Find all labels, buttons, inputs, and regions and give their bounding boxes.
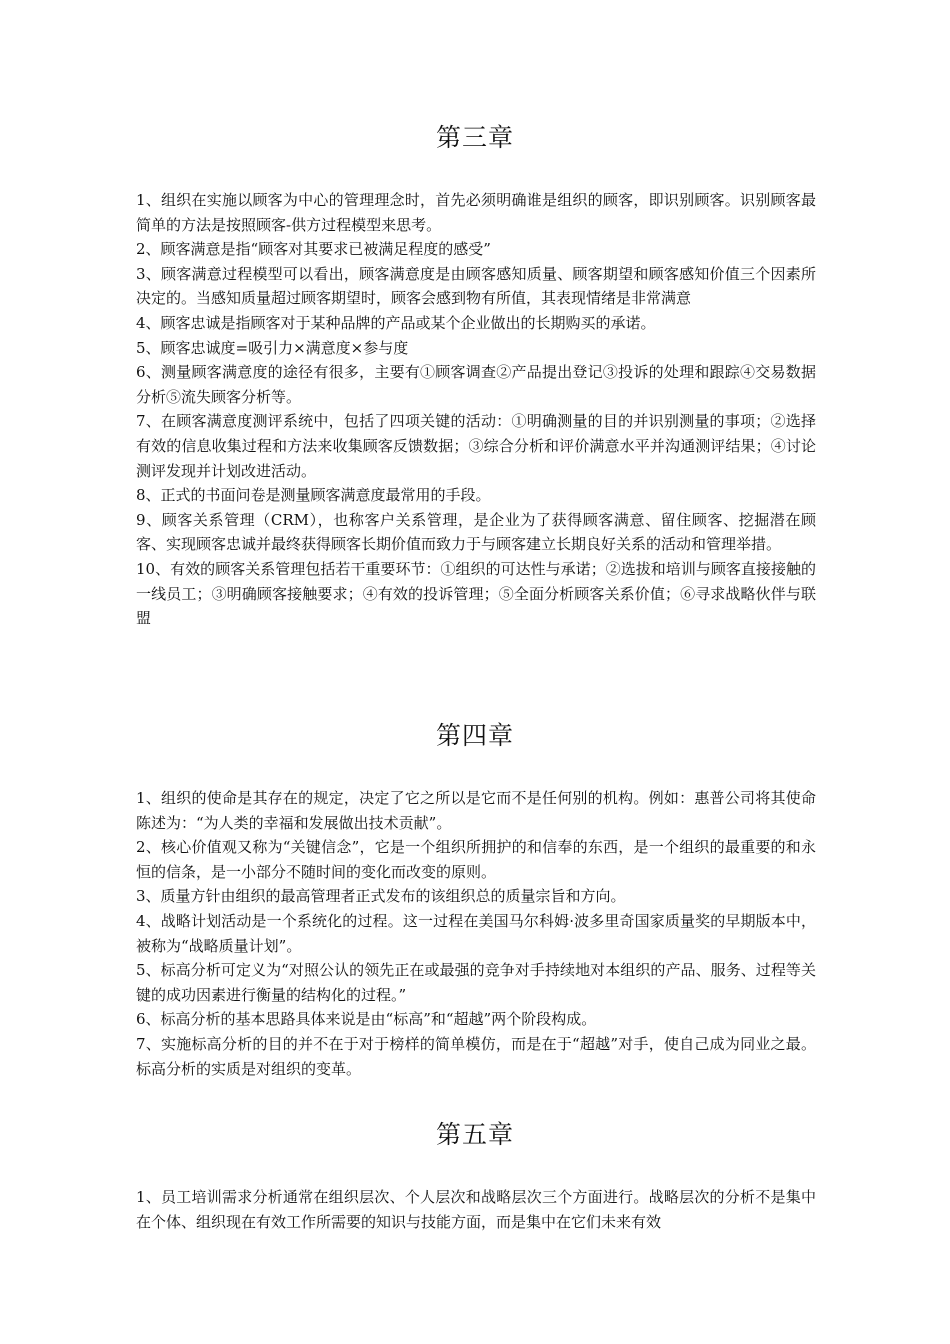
chapter-4-para-7: 7、实施标高分析的目的并不在于对于榜样的简单模仿，而是在于“超越”对手，使自己成为同业之最。 标高分析的实质是对组织的变革。	[136, 1034, 816, 1078]
chapter-4-para-6: 6、标高分析的基本思路具体来说是由“标高”和“超越”两个阶段构成。	[136, 1010, 597, 1029]
chapter-5-para-1: 1、员工培训需求分析通常在组织层次、个人层次和战略层次三个方面进行。战略层次的分析不是集中在个体、组织现在有效工作所需要的知识与技能方面，而是集中在它们未来有效	[136, 1188, 816, 1231]
chapter-3-body	[136, 188, 816, 631]
chapter-3-para-10: 10、有效的顾客关系管理包括若干重要环节：①组织的可达性与承诺；②选拔和培训与顾客直接接触的一线员工；③明确顾客接触要求；④有效的投诉管理；⑤全面分析顾客关系价值；⑥寻求战略伙伴与联盟	[136, 559, 816, 628]
chapter-3-para-7: 7、在顾客满意度测评系统中，包括了四项关键的活动：①明确测量的目的并识别测量的事项；②选择有效的信息收集过程和方法来收集顾客反馈数据；③综合分析和评价满意水平并沟通测评结果；④讨论测评发现并计划改进活动。	[136, 412, 816, 480]
chapter-3-title: 第三章	[435, 123, 514, 152]
chapter-3-para-1: 1、组织在实施以顾客为中心的管理理念时，首先必须明确谁是组织的顾客，即识别顾客。识别顾客最简单的方法是按照顾客-供方过程模型来思考。	[136, 191, 816, 234]
chapter-3-para-6: 6、测量顾客满意度的途径有很多，主要有①顾客调查②产品提出登记③投诉的处理和跟踪④交易数据分析⑤流失顾客分析等。	[136, 363, 816, 406]
chapter-5-body	[136, 1185, 816, 1234]
chapter-3-para-5: 5、顾客忠诚度=吸引力×满意度×参与度	[136, 338, 409, 357]
chapter-3-para-8: 8、正式的书面问卷是测量顾客满意度最常用的手段。	[136, 486, 491, 505]
chapter-4-para-1: 1、组织的使命是其存在的规定，决定了它之所以是它而不是任何别的机构。例如：惠普公司将其使命陈述为：“为人类的幸福和发展做出技术贡献”。	[136, 789, 816, 832]
chapter-4-para-5: 5、标高分析可定义为“对照公认的领先正在或最强的竞争对手持续地对本组织的产品、服务、过程等关键的成功因素进行衡量的结构化的过程。”	[136, 961, 816, 1004]
chapter-4-title: 第四章	[435, 721, 514, 750]
chapter-3-para-4: 4、顾客忠诚是指顾客对于某种品牌的产品或某个企业做出的长期购买的承诺。	[136, 313, 656, 332]
chapter-5-title: 第五章	[435, 1120, 514, 1149]
chapter-3-para-2: 2、顾客满意是指“顾客对其要求已被满足程度的感受”	[136, 240, 491, 259]
chapter-4-para-4: 4、战略计划活动是一个系统化的过程。这一过程在美国马尔科姆·波多里奇国家质量奖的早期版本中，被称为“战略质量计划”。	[136, 911, 816, 955]
chapter-3-para-9: 9、顾客关系管理（CRM），也称客户关系管理，是企业为了获得顾客满意、留住顾客、挖掘潜在顾客、实现顾客忠诚并最终获得顾客长期价值而致力于与顾客建立长期良好关系的活动和管理举措。	[136, 510, 816, 554]
chapter-4-para-2: 2、核心价值观又称为“关键信念”，它是一个组织所拥护的和信奉的东西，是一个组织的最重要的和永恒的信条，是一小部分不随时间的变化而改变的原则。	[136, 838, 816, 881]
chapter-4-body	[136, 786, 816, 1081]
chapter-3-para-3: 3、顾客满意过程模型可以看出，顾客满意度是由顾客感知质量、顾客期望和顾客感知价值三个因素所决定的。当感知质量超过顾客期望时，顾客会感到物有所值，其表现情绪是非常满意	[136, 264, 816, 308]
chapter-4-para-3: 3、质量方针由组织的最高管理者正式发布的该组织总的质量宗旨和方向。	[136, 887, 626, 906]
